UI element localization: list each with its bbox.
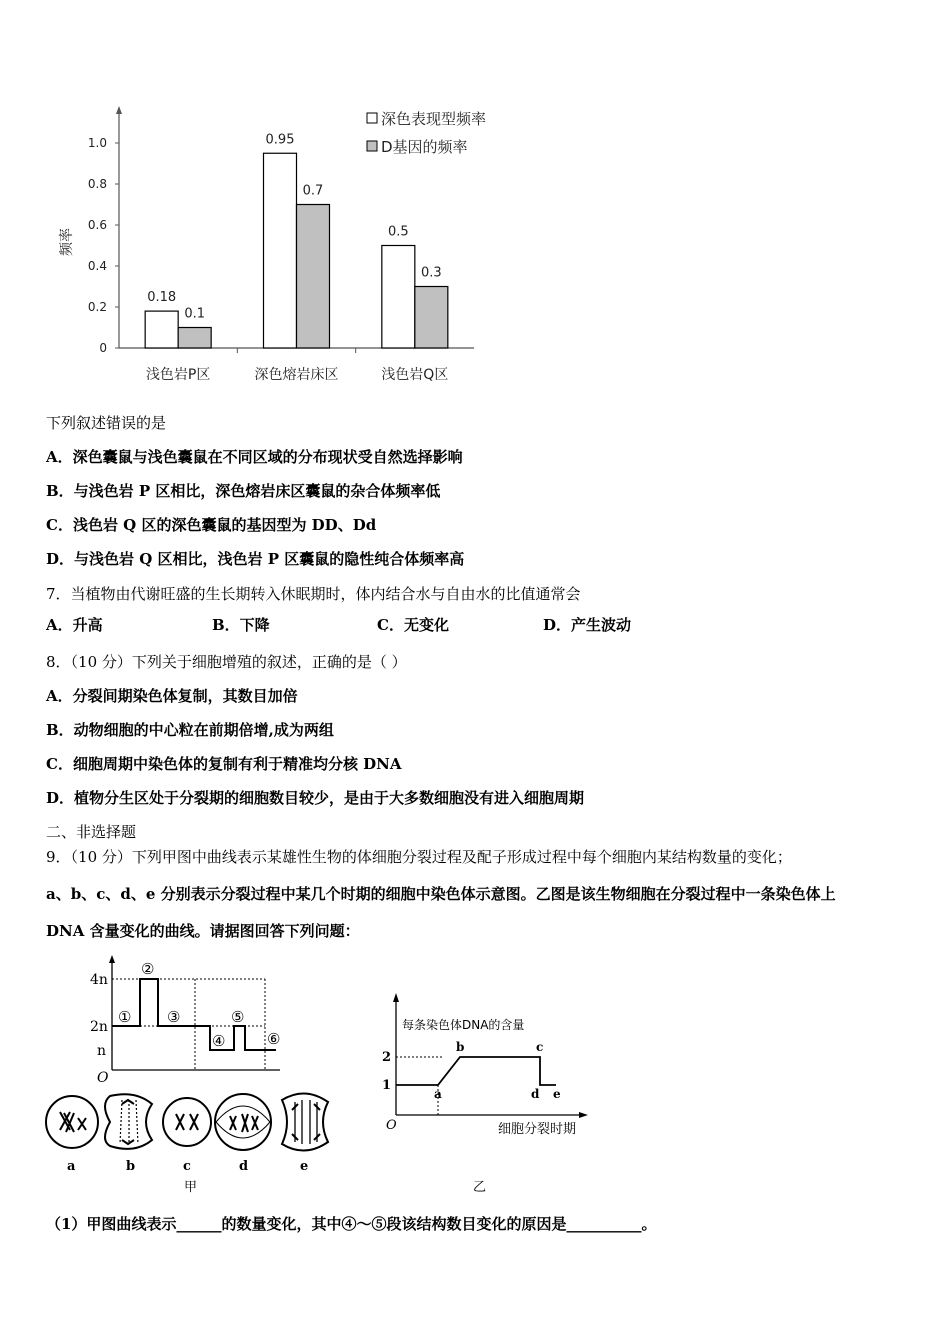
jia-seg-4: ④: [212, 1032, 226, 1050]
yi-y-2: 2: [382, 1050, 392, 1065]
y-tick-label: 0.6: [87, 218, 107, 232]
y-axis-label: 频率: [59, 228, 75, 256]
y-tick-label: 0: [99, 341, 107, 355]
yi-point-b: b: [456, 1040, 465, 1054]
q8-option-a[interactable]: A．分裂间期染色体复制，其数目加倍: [46, 687, 298, 705]
q6-option-b[interactable]: B．与浅色岩 P 区相比，深色熔岩床区囊鼠的杂合体频率低: [46, 482, 441, 500]
cell-label-d: d: [239, 1159, 249, 1174]
legend-label: D基因的频率: [381, 138, 468, 156]
bar-value-label: 0.18: [147, 290, 177, 306]
cell-label-a: a: [67, 1159, 76, 1174]
bar: [178, 328, 211, 349]
y-tick-label: 0.2: [87, 300, 107, 314]
bar: [145, 311, 178, 348]
cell-label-b: b: [126, 1159, 136, 1174]
cell-c: [163, 1098, 211, 1146]
q8-stem: 8．（10 分）下列关于细胞增殖的叙述，正确的是（ ）: [46, 653, 407, 671]
yi-point-e: e: [553, 1087, 561, 1101]
bar: [382, 246, 415, 349]
bar-chart: [0, 0, 600, 400]
q9-line-1: 9．（10 分）下列甲图中曲线表示某雄性生物的体细胞分裂过程及配子形成过程中每个细胞内某结构数量的变化；: [46, 848, 792, 866]
bar-value-label: 0.7: [302, 183, 324, 199]
yi-origin: O: [386, 1118, 397, 1133]
yi-y-1: 1: [382, 1078, 392, 1093]
yi-point-c: c: [536, 1040, 544, 1054]
legend-swatch: [367, 141, 377, 151]
jia-seg-5: ⑤: [231, 1008, 245, 1026]
cell-label-c: c: [183, 1159, 191, 1174]
jia-y-2n: 2n: [90, 1019, 108, 1035]
bar-value-label: 0.5: [387, 224, 409, 240]
x-category-label: 浅色岩P区: [145, 367, 211, 383]
q6-option-c[interactable]: C．浅色岩 Q 区的深色囊鼠的基因型为 DD、Dd: [46, 516, 377, 534]
cell-d: [215, 1094, 271, 1150]
jia-y-4n: 4n: [90, 972, 108, 988]
y-tick-label: 0.8: [87, 177, 107, 191]
q7-stem: 7．当植物由代谢旺盛的生长期转入休眠期时，体内结合水与自由水的比值通常会: [46, 585, 581, 603]
figure-jia: [40, 950, 340, 1200]
y-tick-label: 0.4: [87, 259, 107, 273]
q7-option-d[interactable]: D．产生波动: [543, 616, 632, 634]
jia-caption: 甲: [184, 1180, 198, 1195]
y-tick-label: 1.0: [87, 136, 107, 150]
yi-caption: 乙: [473, 1180, 487, 1195]
q6-option-d[interactable]: D．与浅色岩 Q 区相比，浅色岩 P 区囊鼠的隐性纯合体频率高: [46, 550, 465, 568]
q6-stem: 下列叙述错误的是: [46, 414, 167, 432]
q9-sub-1: （1）甲图曲线表示______的数量变化，其中④～⑤段该结构数目变化的原因是__________。: [46, 1215, 657, 1233]
q9-line-2: a、b、c、d、e 分别表示分裂过程中某几个时期的细胞中染色体示意图。乙图是该生物细胞在分裂过程中一条染色体上: [46, 885, 836, 903]
cell-a: [46, 1096, 98, 1148]
q8-option-c[interactable]: C．细胞周期中染色体的复制有利于精准均分核 DNA: [46, 755, 402, 773]
section-title: 二、非选择题: [46, 823, 137, 841]
bar: [415, 287, 448, 349]
jia-seg-3: ③: [167, 1008, 181, 1026]
yi-point-d: d: [531, 1087, 540, 1101]
bar: [264, 153, 297, 348]
yi-ylabel: 每条染色体DNA的含量: [402, 1018, 525, 1032]
bar-value-label: 0.95: [265, 132, 295, 148]
x-category-label: 深色熔岩床区: [254, 367, 339, 383]
q7-option-b[interactable]: B．下降: [212, 616, 270, 634]
q7-options: [46, 614, 746, 636]
q8-option-d[interactable]: D．植物分生区处于分裂期的细胞数目较少，是由于大多数细胞没有进入细胞周期: [46, 789, 585, 807]
jia-y-n: n: [97, 1043, 107, 1059]
bar-value-label: 0.1: [184, 306, 206, 322]
figure-yi: [370, 985, 600, 1200]
q6-option-a[interactable]: A．深色囊鼠与浅色囊鼠在不同区域的分布现状受自然选择影响: [46, 448, 463, 466]
cell-b: [105, 1094, 152, 1149]
x-category-label: 浅色岩Q区: [381, 367, 449, 383]
jia-origin: O: [97, 1070, 109, 1086]
jia-seg-1: ①: [118, 1008, 132, 1026]
jia-seg-6: ⑥: [267, 1030, 281, 1048]
yi-point-a: a: [434, 1087, 442, 1101]
cell-e: [282, 1093, 328, 1150]
yi-xlabel: 细胞分裂时期: [498, 1122, 577, 1137]
bar: [297, 205, 330, 349]
q7-option-c[interactable]: C．无变化: [377, 616, 449, 634]
legend-swatch: [367, 113, 377, 123]
jia-seg-2: ②: [141, 960, 155, 978]
q8-option-b[interactable]: B．动物细胞的中心粒在前期倍增,成为两组: [46, 721, 334, 739]
q7-option-a[interactable]: A．升高: [46, 616, 103, 634]
q9-line-3: DNA 含量变化的曲线。请据图回答下列问题：: [46, 922, 360, 940]
y-axis-arrow: [116, 106, 122, 114]
cell-label-e: e: [300, 1159, 309, 1174]
legend-label: 深色表现型频率: [381, 110, 487, 128]
bar-value-label: 0.3: [420, 265, 442, 281]
